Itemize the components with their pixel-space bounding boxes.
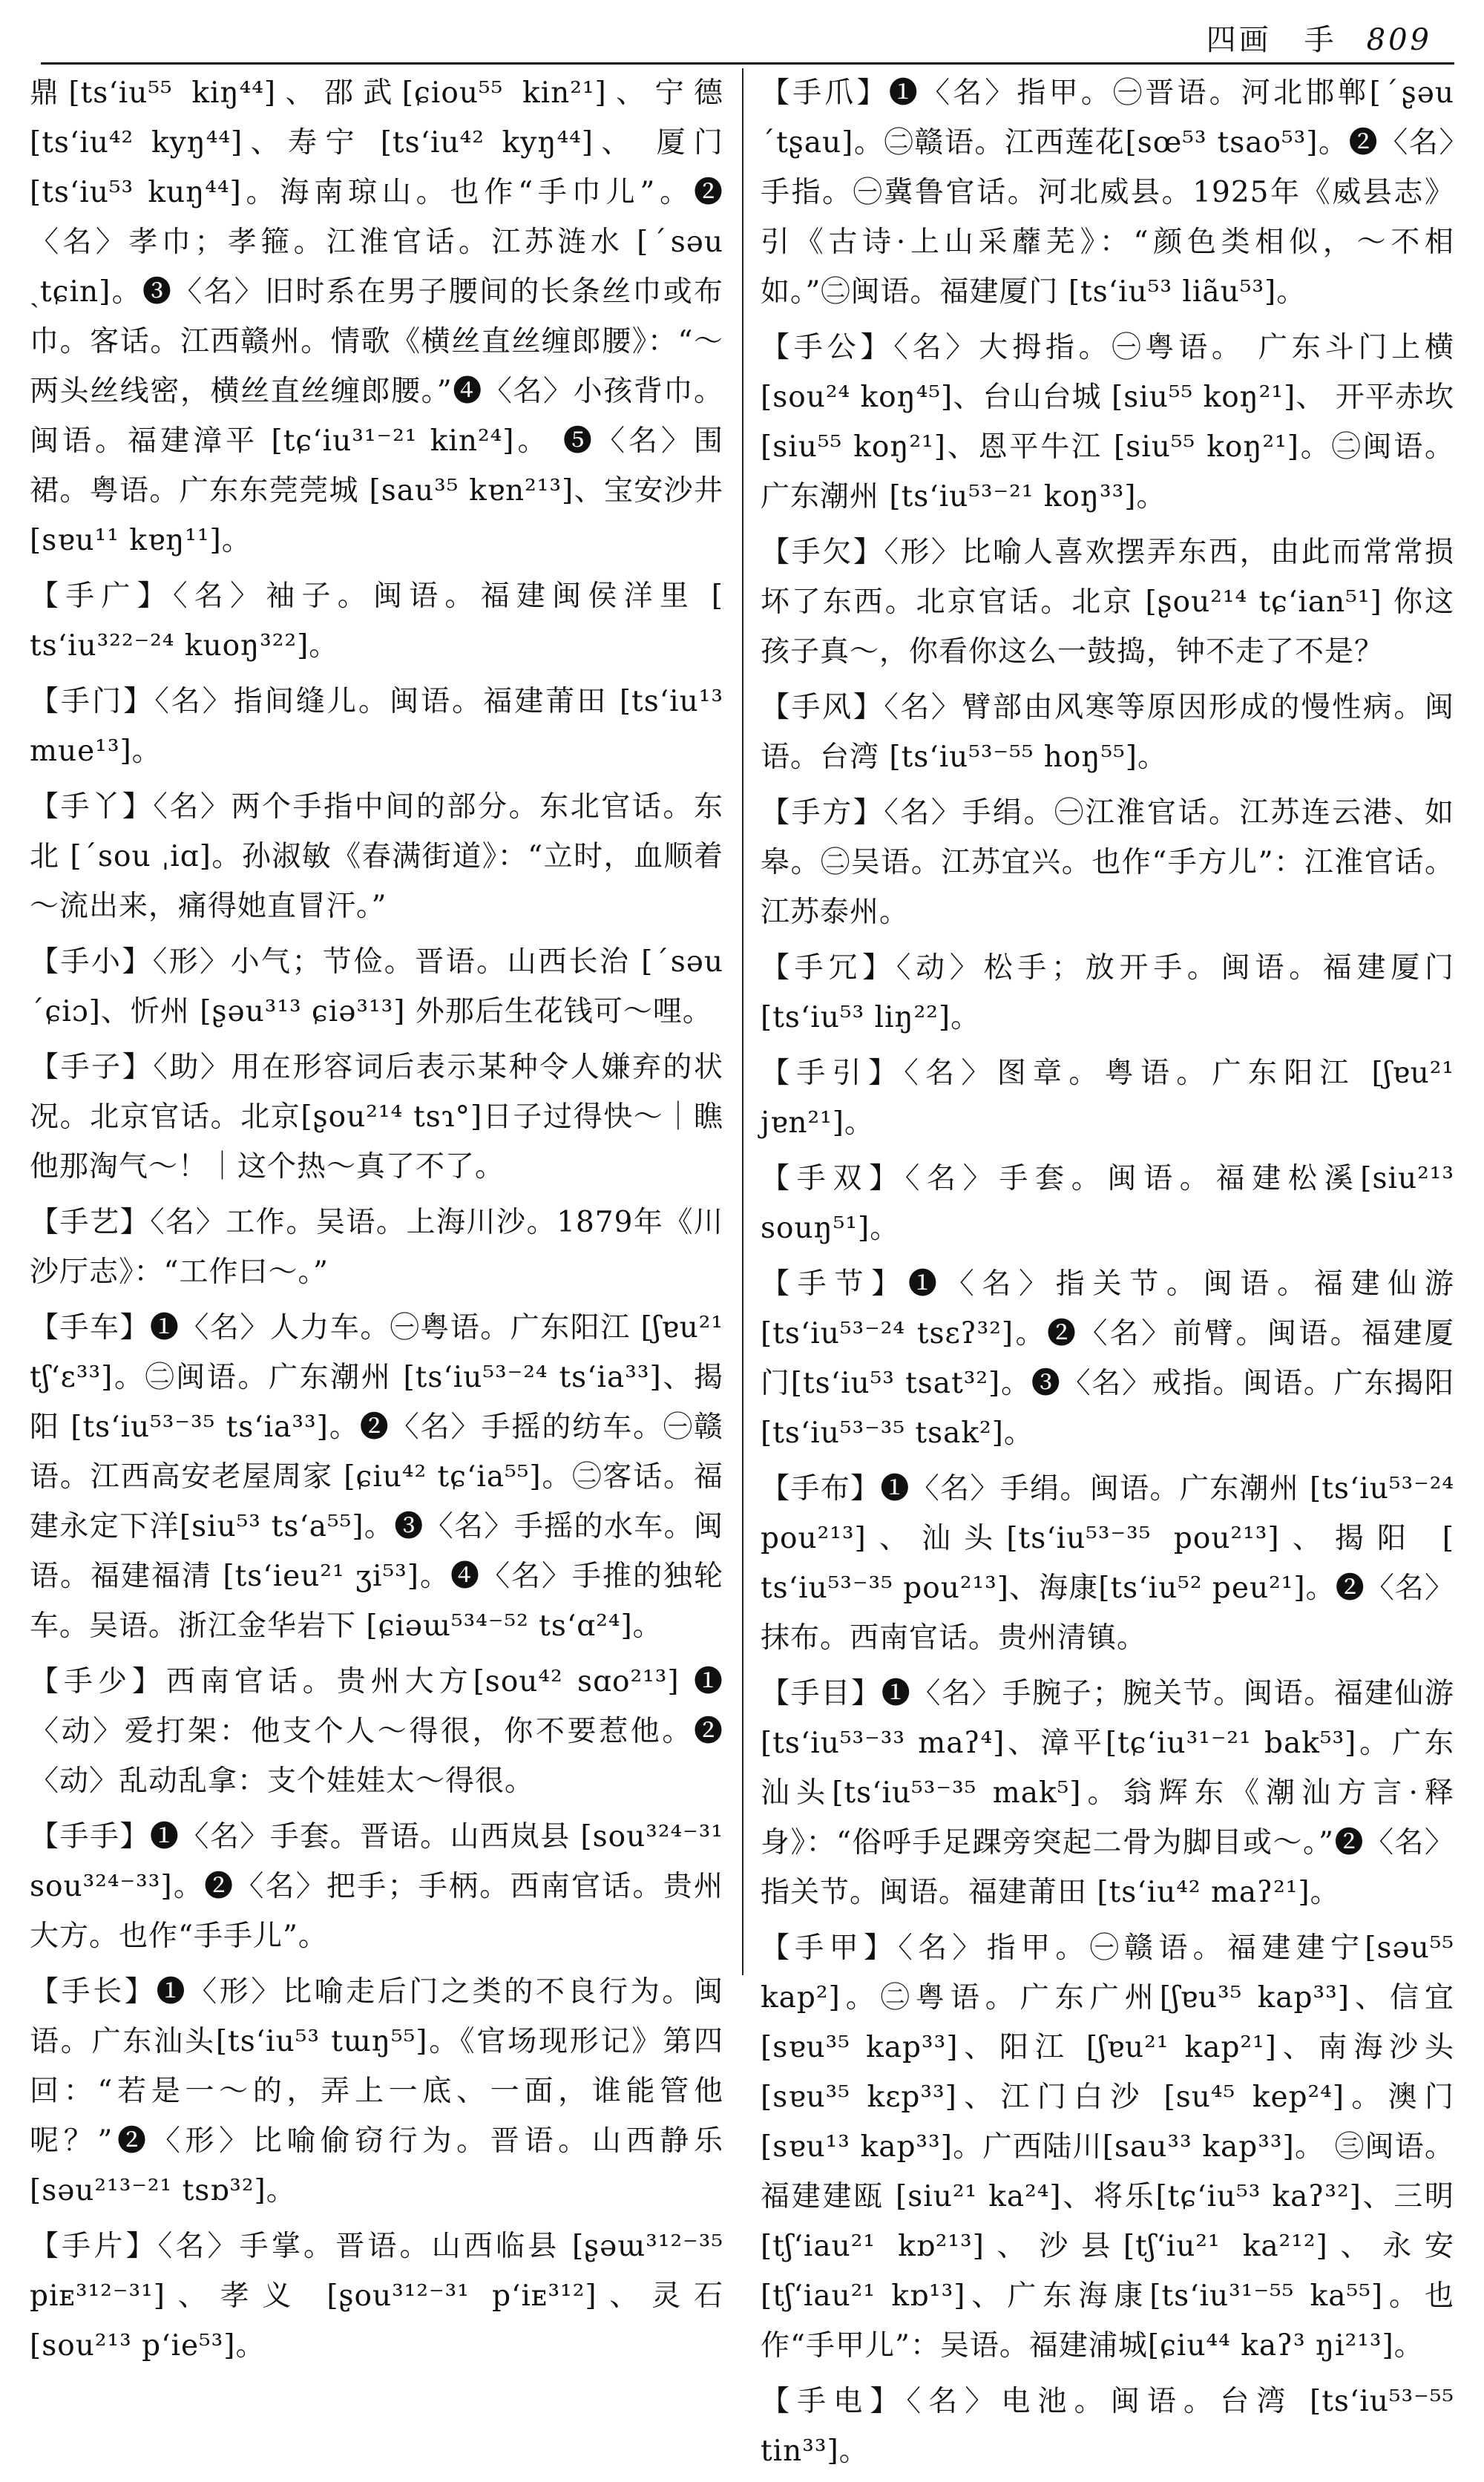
- dictionary-entry: 【手节】❶〈名〉指关节。闽语。福建仙游 [ts‘iu⁵³⁻²⁴ tsɛʔ³²]。❷〈名〉前臂。闽语。福建厦门[ts‘iu⁵³ tsat³²]。❸〈名〉戒指。闽语。广东揭阳 [ts‘iu⁵³⁻³⁵ tsak²]。: [761, 1267, 1454, 1450]
- dictionary-entry: 【手车】❶〈名〉人力车。㊀粤语。广东阳江 [ʃɐu²¹ tʃ‘ɛ³³]。㊁闽语。广东潮州 [ts‘iu⁵³⁻²⁴ ts‘ia³³]、揭阳 [ts‘iu⁵³⁻³⁵ ts‘ia³³]。❷〈名〉手摇的纺车。㊀赣语。江西高安老屋周家 [ɕiu⁴² tɕ‘ia⁵⁵]。㊁客话。福建永定下洋[siu⁵³ ts‘a⁵⁵]。❸〈名〉手摇的水车。闽语。福建福清 [ts‘ieu²¹ ʒi⁵³]。❹〈名〉手推的独轮车。吴语。浙江金华岩下 [ɕiəɯ⁵³⁴⁻⁵² ts‘ɑ²⁴]。: [30, 1311, 723, 1643]
- dictionary-entry: 【手双】〈名〉手套。闽语。福建松溪[siu²¹³ souŋ⁵¹]。: [761, 1162, 1454, 1245]
- dictionary-entry: 【手广】〈名〉袖子。闽语。福建闽侯洋里 [ ts‘iu³²²⁻²⁴ kuoŋ³²²]。: [30, 580, 723, 663]
- dictionary-entry: 【手风】〈名〉臂部由风寒等原因形成的慢性病。闽语。台湾 [ts‘iu⁵³⁻⁵⁵ hoŋ⁵⁵]。: [761, 691, 1454, 774]
- dictionary-entry: 【手冗】〈动〉松手；放开手。闽语。福建厦门 [ts‘iu⁵³ liŋ²²]。: [761, 951, 1454, 1034]
- dictionary-entry: 【手丫】〈名〉两个手指中间的部分。东北官话。东北 [ˊsou ˌiɑ]。孙淑敏《春满街道》：“立时，血顺着～流出来，痛得她直冒汗。”: [30, 790, 723, 923]
- right-column: [761, 68, 1454, 2482]
- dictionary-entry: 【手手】❶〈名〉手套。晋语。山西岚县 [sou³²⁴⁻³¹ sou³²⁴⁻³³]。❷〈名〉把手；手柄。西南官话。贵州大方。也作“手手儿”。: [30, 1820, 723, 1953]
- dictionary-entry: 【手小】〈形〉小气；节俭。晋语。山西长治 [ˊsəu ˊɕiɔ]、忻州 [ʂəu³¹³ ɕiə³¹³] 外那后生花钱可～哩。: [30, 945, 723, 1028]
- dictionary-entry: 【手门】〈名〉指间缝儿。闽语。福建莆田 [ts‘iu¹³ mue¹³]。: [30, 685, 723, 768]
- dictionary-entry: 【手艺】〈名〉工作。吴语。上海川沙。1879年《川沙厅志》：“工作曰～。”: [30, 1206, 723, 1289]
- left-column: [30, 68, 723, 2377]
- dictionary-entry: 【手公】〈名〉大拇指。㊀粤语。 广东斗门上横 [sou²⁴ koŋ⁴⁵]、台山台城 [siu⁵⁵ koŋ²¹]、 开平赤坎[siu⁵⁵ koŋ²¹]、恩平牛江 [siu⁵⁵ koŋ²¹]。㊁闽语。广东潮州 [ts‘iu⁵³⁻²¹ koŋ³³]。: [761, 331, 1454, 513]
- dictionary-entry: 【手甲】〈名〉指甲。㊀赣语。福建建宁[səu⁵⁵ kap²]。㊁粤语。广东广州[ʃɐu³⁵ kap³³]、信宜[sɐu³⁵ kap³³]、阳江 [ʃɐu²¹ kap²¹]、南海沙头[sɐu³⁵ kɛp³³]、江门白沙 [su⁴⁵ kep²⁴]。澳门[sɐu¹³ kap³³]。广西陆川[sau³³ kap³³]。 ㊂闽语。福建建瓯 [siu²¹ ka²⁴]、将乐[tɕ‘iu⁵³ kaʔ³²]、三明 [tʃ‘iau²¹ kɒ²¹³]、沙县[tʃ‘iu²¹ ka²¹²]、永安 [tʃ‘iau²¹ kɒ¹³]、广东海康[ts‘iu³¹⁻⁵⁵ ka⁵⁵]。也作“手甲儿”：吴语。福建浦城[ɕiu⁴⁴ kaʔ³ ŋi²¹³]。: [761, 1931, 1454, 2363]
- dictionary-entry: 【手长】❶〈形〉比喻走后门之类的不良行为。闽语。广东汕头[ts‘iu⁵³ tɯŋ⁵⁵]。《官场现形记》第四回：“若是一～的，弄上一底、一面，谁能管他呢？”❷〈形〉比喻偷窃行为。晋语。山西静乐 [səu²¹³⁻²¹ tsɒ³²]。: [30, 1975, 723, 2207]
- dictionary-entry: 【手片】〈名〉手掌。晋语。山西临县 [ʂəɯ³¹²⁻³⁵ piᴇ³¹²⁻³¹]、孝义 [ʂou³¹²⁻³¹ p‘iᴇ³¹²]、灵石 [sou²¹³ p‘ie⁵³]。: [30, 2230, 723, 2363]
- dictionary-entry: 【手爪】❶〈名〉指甲。㊀晋语。河北邯郸[ˊʂəu ˊtʂau]。㊁赣语。江西莲花[sœ⁵³ tsao⁵³]。❷〈名〉手指。㊀冀鲁官话。河北威县。1925年《威县志》引《古诗·上山采蘼芜》：“颜色类相似，～不相如。”㊁闽语。福建厦门 [ts‘iu⁵³ liãu⁵³]。: [761, 76, 1454, 309]
- header-rule: [41, 62, 1454, 65]
- column-divider: [742, 68, 743, 1975]
- section-title: 四画 手: [1206, 23, 1337, 57]
- dictionary-entry: 【手引】〈名〉图章。粤语。广东阳江 [ʃɐu²¹ jɐn²¹]。: [761, 1057, 1454, 1140]
- page-number: 809: [1366, 23, 1432, 57]
- running-header: [1206, 16, 1432, 59]
- dictionary-entry: 【手布】❶〈名〉手绢。闽语。广东潮州 [ts‘iu⁵³⁻²⁴ pou²¹³]、汕头[ts‘iu⁵³⁻³⁵ pou²¹³]、揭阳 [ ts‘iu⁵³⁻³⁵ pou²¹³]、海康[ts‘iu⁵² peu²¹]。❷〈名〉抹布。西南官话。贵州清镇。: [761, 1472, 1454, 1655]
- dictionary-entry: 【手目】❶〈名〉手腕子；腕关节。闽语。福建仙游 [ts‘iu⁵³⁻³³ maʔ⁴]、漳平[tɕ‘iu³¹⁻²¹ bak⁵³]。广东汕头[ts‘iu⁵³⁻³⁵ mak⁵]。翁辉东《潮汕方言·释身》：“俗呼手足踝旁突起二骨为脚目或～。”❷〈名〉指关节。闽语。福建莆田 [ts‘iu⁴² maʔ²¹]。: [761, 1677, 1454, 1909]
- dictionary-entry: 【手电】〈名〉电池。闽语。台湾 [ts‘iu⁵³⁻⁵⁵ tin³³]。: [761, 2385, 1454, 2468]
- dictionary-entry: 【手方】〈名〉手绢。㊀江淮官话。江苏连云港、如皋。㊁吴语。江苏宜兴。也作“手方儿”：江淮官话。江苏泰州。: [761, 796, 1454, 929]
- dictionary-entry: 鼎[ts‘iu⁵⁵ kiŋ⁴⁴]、邵武[ɕiou⁵⁵ kin²¹]、宁德[ts‘iu⁴² kyŋ⁴⁴]、寿宁 [ts‘iu⁴² kyŋ⁴⁴]、 厦门 [ts‘iu⁵³ kuŋ⁴⁴]。海南琼山。也作“手巾儿”。❷〈名〉孝巾；孝箍。江淮官话。江苏涟水 [ˊsəu ˏtɕin]。❸〈名〉旧时系在男子腰间的长条丝巾或布巾。客话。江西赣州。情歌《横丝直丝缠郎腰》：“～两头丝线密，横丝直丝缠郎腰。”❹〈名〉小孩背巾。闽语。福建漳平 [tɕ‘iu³¹⁻²¹ kin²⁴]。 ❺〈名〉围裙。粤语。广东东莞莞城 [sau³⁵ kɐn²¹³]、宝安沙井 [sɐu¹¹ kɐŋ¹¹]。: [30, 76, 723, 557]
- dictionary-entry: 【手少】西南官话。贵州大方[sou⁴² sɑo²¹³] ❶〈动〉爱打架：他支个人～得很，你不要惹他。❷〈动〉乱动乱拿：支个娃娃太～得很。: [30, 1665, 723, 1798]
- dictionary-entry: 【手欠】〈形〉比喻人喜欢摆弄东西，由此而常常损坏了东西。北京官话。北京 [ʂou²¹⁴ tɕ‘ian⁵¹] 你这孩子真～，你看你这么一鼓捣，钟不走了不是？: [761, 536, 1454, 669]
- dictionary-entry: 【手子】〈助〉用在形容词后表示某种令人嫌弃的状况。北京官话。北京[ʂou²¹⁴ tsɿ°]日子过得快～｜瞧他那淘气～！｜这个热～真了不了。: [30, 1051, 723, 1183]
